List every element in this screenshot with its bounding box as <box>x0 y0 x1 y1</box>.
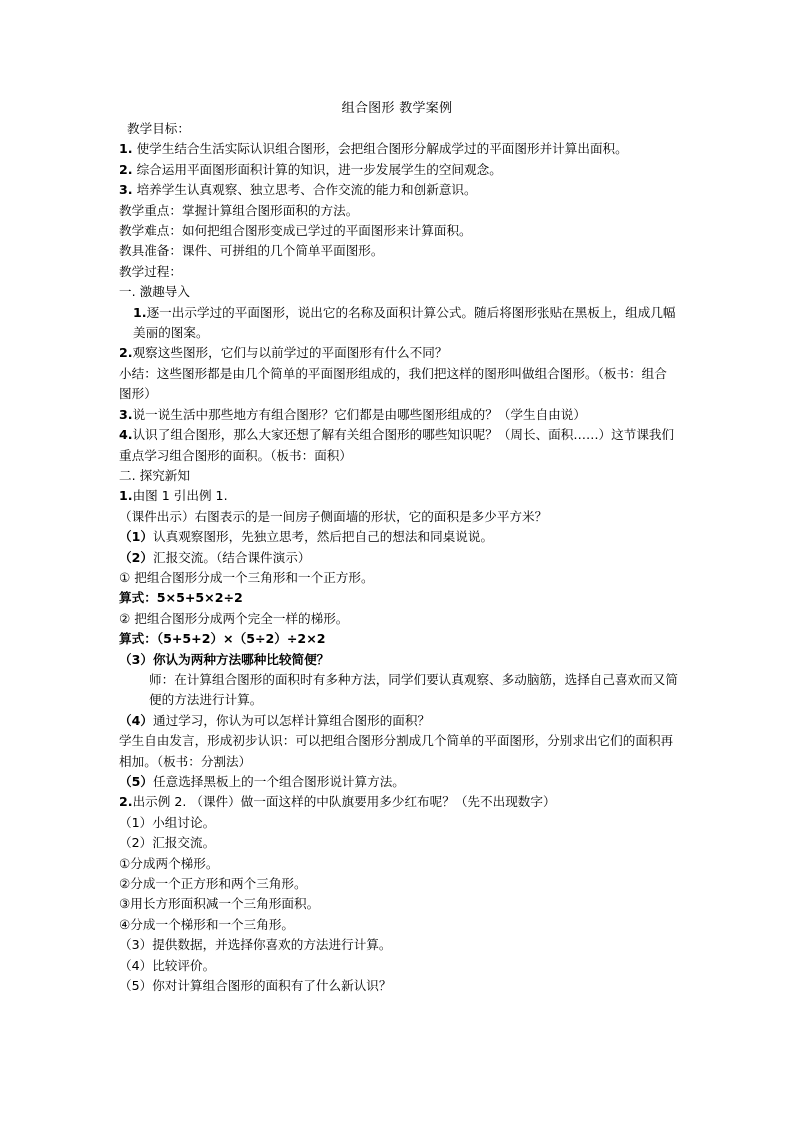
step-1: （1）认真观察图形，先独立思考，然后把自己的想法和同桌说说。 <box>119 529 494 545</box>
goal-text: 使学生结合生活实际认识组合图形，会把组合图形分解成学过的平面图形并计算出面积。 <box>136 141 628 157</box>
example2-item: （5）你对计算组合图形的面积有了什么新认识？ <box>119 978 392 994</box>
document-title: 组合图形 教学案例 <box>341 101 453 116</box>
goal-item <box>119 180 679 200</box>
method-2: ② 把组合图形分成两个完全一样的梯形。 <box>119 610 349 626</box>
example2-item: （2）汇报交流。 <box>119 835 216 851</box>
example2-item: ①分成两个梯形。 <box>119 855 219 871</box>
example2-item: （3）提供数据，并选择你喜欢的方法进行计算。 <box>119 937 392 953</box>
section1-summary: 小结：这些图形都是由几个简单的平面图形组成的，我们把这样的图形叫做组合图形。（板书：组合图形） <box>119 365 667 402</box>
section2-heading: 二. 探究新知 <box>119 467 190 483</box>
key-point: 教学重点：掌握计算组合图形面积的方法。 <box>119 202 359 218</box>
goal-number: 1. <box>119 141 133 157</box>
goal-number: 2. <box>119 161 133 177</box>
document-body <box>119 119 679 996</box>
example2-item: （4）比较评价。 <box>119 957 216 973</box>
step-2: （2）汇报交流。（结合课件演示） <box>119 549 311 565</box>
goal-text: 培养学生认真观察、独立思考、合作交流的能力和创新意识。 <box>136 182 477 198</box>
materials: 教具准备：课件、可拼组的几个简单平面图形。 <box>119 243 384 259</box>
step-3: （3）你认为两种方法哪种比较简便？ <box>119 651 330 667</box>
goal-text: 综合运用平面图形面积计算的知识，进一步发展学生的空间观念。 <box>136 161 502 177</box>
goal-number: 3. <box>119 182 133 198</box>
goals-heading: 教学目标： <box>127 121 190 136</box>
example2-item: ④分成一个梯形和一个三角形。 <box>119 916 295 932</box>
section1-paragraph-1: 1.逐一出示学过的平面图形，说出它的名称及面积计算公式。随后将图形张贴在黑板上，组成几幅美丽的图案。 <box>133 304 676 341</box>
example2-item: ②分成一个正方形和两个三角形。 <box>119 876 307 892</box>
section1-paragraph-2: 2.观察这些图形，它们与以前学过的平面图形有什么不同？ <box>119 345 448 361</box>
section1-paragraph-3: 3.说一说生活中那些地方有组合图形？它们都是由哪些图形组成的？（学生自由说） <box>119 406 586 422</box>
section1-paragraph-4: 4.认识了组合图形，那么大家还想了解有关组合图形的哪些知识呢？（周长、面积……）这节课我们重点学习组合图形的面积。（板书：面积） <box>119 427 675 463</box>
goal-item <box>119 160 679 180</box>
step-5: （5）任意选择黑板上的一个组合图形说计算方法。 <box>119 774 405 789</box>
example1-heading: 1.由图 1 引出例 1. <box>119 488 228 504</box>
goal-item <box>119 139 679 159</box>
step-4-answer: 学生自由发言，形成初步认识：可以把组合图形分割成几个简单的平面图形，分别求出它们的面积再相加。（板书：分割法） <box>119 733 674 769</box>
example1-intro: （课件出示）右图表示的是一间房子侧面墙的形状，它的面积是多少平方米？ <box>119 508 548 524</box>
example2-heading: 2.出示例 2. （课件）做一面这样的中队旗要用多少红布呢？（先不出现数字） <box>119 794 556 810</box>
step-4: （4）通过学习，你认为可以怎样计算组合图形的面积？ <box>119 712 431 728</box>
teacher-remark: 师：在计算组合图形的面积时有多种方法，同学们要认真观察、多动脑筋，选择自己喜欢而又简便的方法进行计算。 <box>149 671 678 708</box>
process-heading: 教学过程： <box>119 263 182 279</box>
formula-1: 算式：5×5+5×2÷2 <box>119 590 243 606</box>
method-1: ① 把组合图形分成一个三角形和一个正方形。 <box>119 569 374 585</box>
difficulty: 教学难点：如何把组合图形变成已学过的平面图形来计算面积。 <box>119 223 472 239</box>
section1-heading: 一. 激趣导入 <box>119 284 190 300</box>
formula-2: 算式：（5+5+2）×（5÷2）÷2×2 <box>119 631 326 647</box>
example2-item: ③用长方形面积减一个三角形面积。 <box>119 896 320 912</box>
example2-item: （1）小组讨论。 <box>119 814 216 830</box>
